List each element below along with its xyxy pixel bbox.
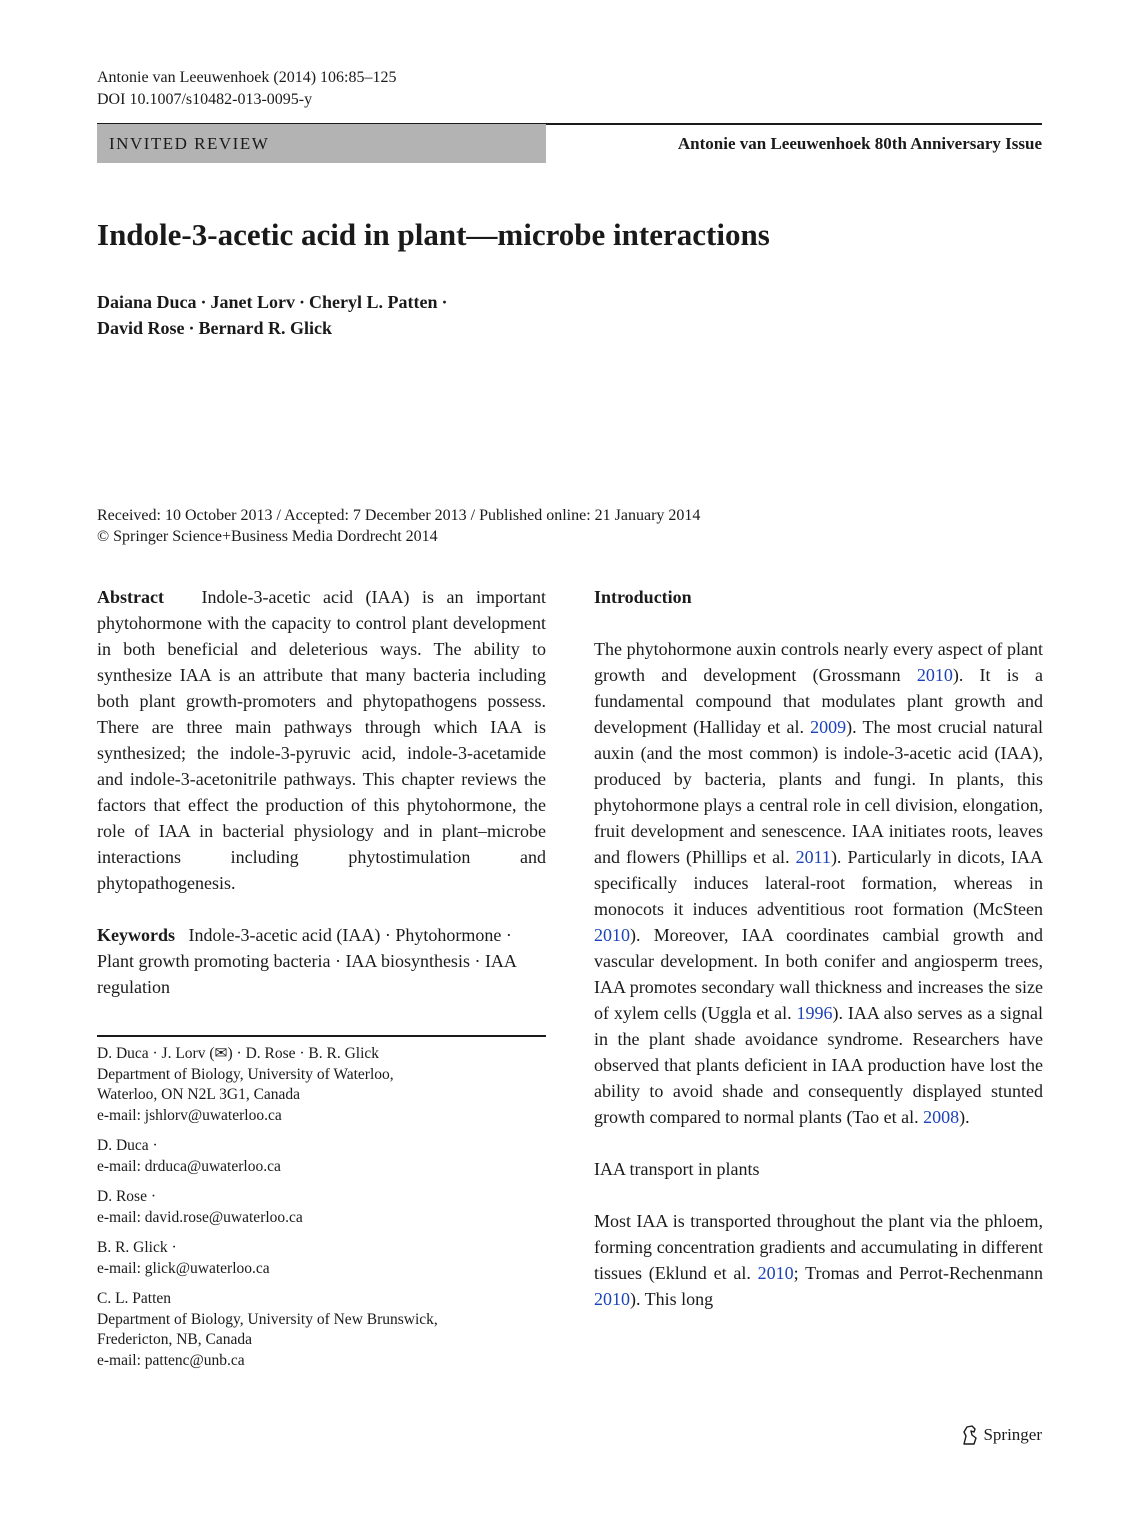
affiliations bbox=[97, 1044, 546, 1381]
author-list bbox=[97, 289, 452, 341]
affiliation-group bbox=[97, 1238, 546, 1279]
keywords-text: Indole-3-acetic acid (IAA) · Phytohormone · Plant growth promoting bacteria · IAA biosynthesis · IAA regulation bbox=[97, 925, 516, 997]
keywords-label: Keywords bbox=[97, 925, 175, 945]
citation-link[interactable]: 2010 bbox=[594, 925, 630, 945]
affiliation-names: D. Duca · J. Lorv (✉) · D. Rose · B. R. Glick bbox=[97, 1045, 380, 1062]
affiliation-email[interactable]: e-mail: jshlorv@uwaterloo.ca bbox=[97, 1106, 282, 1124]
affiliation-rule bbox=[97, 1035, 546, 1037]
author-name[interactable]: Daiana Duca bbox=[97, 292, 197, 312]
article-type-banner: INVITED REVIEW bbox=[97, 124, 546, 163]
affiliation-group bbox=[97, 1044, 546, 1126]
citation-link[interactable]: 1996 bbox=[796, 1003, 833, 1023]
doi[interactable]: DOI 10.1007/s10482-013-0095-y bbox=[97, 91, 313, 108]
transport-heading: IAA transport in plants bbox=[594, 1159, 760, 1179]
right-column bbox=[594, 584, 1043, 1312]
publisher-name: Springer bbox=[983, 1425, 1042, 1444]
abstract-label: Abstract bbox=[97, 587, 164, 607]
affiliation-group bbox=[97, 1289, 546, 1371]
abstract-text: Indole-3-acetic acid (IAA) is an important phytohormone with the capacity to control plant development in both beneficial and deleterious ways. The ability to synthesize IAA is an attribute that many bacteria including both plant growth-promoters and phytopathogens possess. There are three main pathways through which IAA is synthesized; the indole-3-pyruvic acid, indole-3-acetamide and indole-3-acetonitrile pathways. This chapter reviews the factors that effect the production of this phytohormone, the role of IAA in bacterial physiology and in plant–microbe interactions including phytostimulation and phytopathogenesis. bbox=[97, 587, 547, 893]
affiliation-names: C. L. Patten bbox=[97, 1290, 172, 1307]
author-name[interactable]: Bernard R. Glick bbox=[198, 318, 333, 338]
affiliation-email[interactable]: e-mail: glick@uwaterloo.ca bbox=[97, 1259, 270, 1277]
publisher-logo bbox=[960, 1422, 1042, 1448]
citation-link[interactable]: 2010 bbox=[757, 1263, 794, 1283]
affiliation-email[interactable]: e-mail: drduca@uwaterloo.ca bbox=[97, 1157, 281, 1175]
affiliation-names: D. Duca · bbox=[97, 1137, 158, 1154]
abstract bbox=[97, 584, 546, 896]
author-separator: · bbox=[299, 292, 306, 312]
journal-reference bbox=[97, 67, 396, 111]
left-column bbox=[97, 584, 546, 1000]
transport-paragraph: Most IAA is transported throughout the plant via the phloem, forming concentration gradients and accumulating in different tissues (Eklund et al. 2010; Tromas and Perrot-Rechenmann 2010). This long bbox=[594, 1211, 1043, 1309]
author-separator: · bbox=[441, 292, 448, 312]
copyright: © Springer Science+Business Media Dordrecht 2014 bbox=[97, 528, 438, 545]
citation-link[interactable]: 2010 bbox=[594, 1289, 630, 1309]
citation-link[interactable]: 2010 bbox=[916, 665, 953, 685]
keywords bbox=[97, 922, 546, 1000]
affiliation-address: Waterloo, ON N2L 3G1, Canada bbox=[97, 1086, 301, 1103]
affiliation-names: B. R. Glick · bbox=[97, 1239, 177, 1256]
affiliation-dept: Department of Biology, University of New Brunswick, bbox=[97, 1310, 438, 1328]
citation-link[interactable]: 2009 bbox=[810, 717, 847, 737]
article-title: Indole-3-acetic acid in plant—microbe interactions bbox=[97, 217, 770, 252]
affiliation-names: D. Rose · bbox=[97, 1188, 156, 1205]
author-name[interactable]: Janet Lorv bbox=[210, 292, 296, 312]
affiliation-email[interactable]: e-mail: pattenc@unb.ca bbox=[97, 1351, 245, 1369]
citation-link[interactable]: 2008 bbox=[923, 1107, 960, 1127]
affiliation-group bbox=[97, 1187, 546, 1228]
author-name[interactable]: Cheryl L. Patten bbox=[309, 292, 438, 312]
author-separator: · bbox=[188, 318, 195, 338]
affiliation-email[interactable]: e-mail: david.rose@uwaterloo.ca bbox=[97, 1208, 303, 1226]
author-name[interactable]: David Rose bbox=[97, 318, 185, 338]
affiliation-dept: Department of Biology, University of Waterloo, bbox=[97, 1065, 394, 1083]
publication-dates bbox=[97, 505, 700, 547]
introduction-paragraph: The phytohormone auxin controls nearly every aspect of plant growth and development (Grossmann 2010). It is a fundamental compound that modulates plant growth and development (Halliday et al. 2009). The most crucial natural auxin (and the most common) is indole-3-acetic acid (IAA), produced by bacteria, plants and fungi. In plants, this phytohormone plays a central role in cell division, elongation, fruit development and senescence. IAA initiates roots, leaves and flowers (Phillips et al. 2011). Particularly in dicots, IAA specifically induces lateral-root formation, whereas in monocots it induces adventitious root formation (McSteen 2010). Moreover, IAA coordinates cambial growth and vascular development. In both conifer and angiosperm trees, IAA promotes secondary wall thickness and increases the size of xylem cells (Uggla et al. 1996). IAA also serves as a signal in the plant shade avoidance syndrome. Researchers have observed that plants deficient in IAA production have lost the ability to avoid shade and consequently displayed stunted growth compared to normal plants (Tao et al. 2008). bbox=[594, 639, 1044, 1127]
issue-label: Antonie van Leeuwenhoek 80th Anniversary Issue bbox=[677, 134, 1042, 153]
author-separator: · bbox=[200, 292, 207, 312]
citation-link[interactable]: 2011 bbox=[795, 847, 831, 867]
journal-citation: Antonie van Leeuwenhoek (2014) 106:85–125 bbox=[97, 69, 397, 86]
date-history: Received: 10 October 2013 / Accepted: 7 December 2013 / Published online: 21 January 2014 bbox=[97, 507, 701, 524]
introduction-heading: Introduction bbox=[594, 587, 692, 607]
springer-horse-icon bbox=[960, 1424, 980, 1446]
affiliation-group bbox=[97, 1136, 546, 1177]
affiliation-address: Fredericton, NB, Canada bbox=[97, 1331, 252, 1348]
